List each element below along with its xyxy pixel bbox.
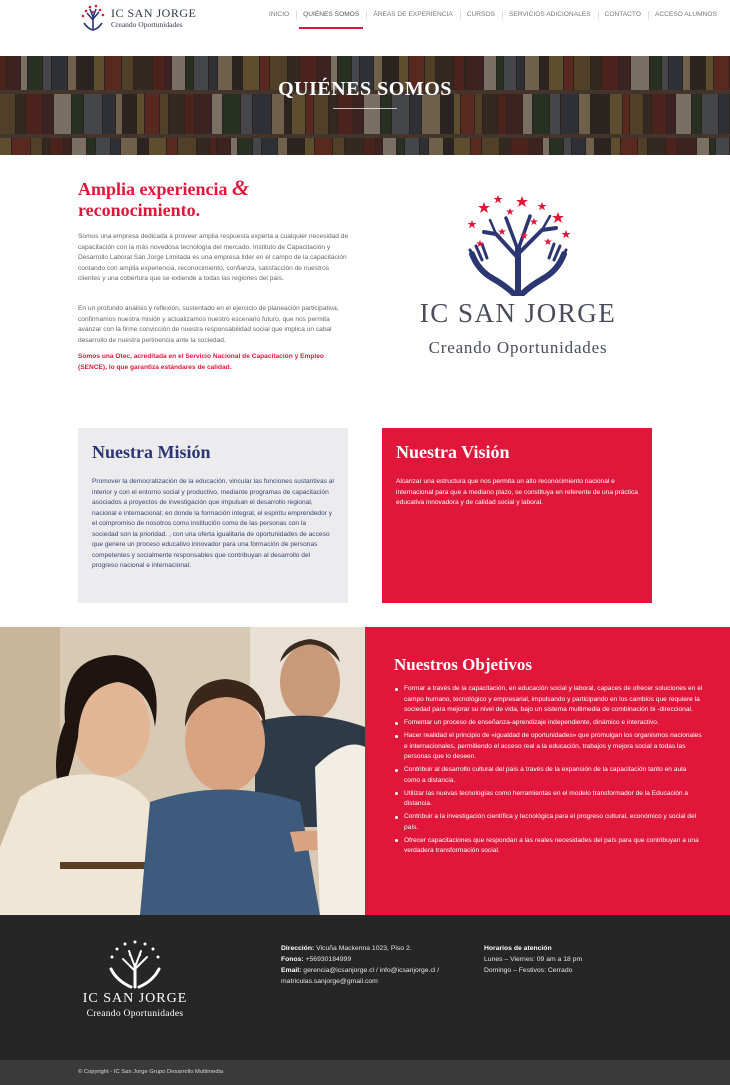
intro-heading-line1: Amplia experiencia [78,179,228,199]
list-item: Formar a través de la capacitación, en educación social y laboral, capaces de ofrecer soluciones en el campo humano, tecnológico y empresarial, impulsando y participando en los cambios que requiere la sociedad para mejorar su nivel de vida, bajo un sistema multimedia de combinación bi -direccional. [394,684,704,716]
footer-logo-title: IC SAN JORGE [82,991,188,1006]
site-header [0,0,730,56]
copyright-text: © Copyright - IC San Jorge Grupo Desarrollo Multimedia [78,1069,224,1075]
nav-cursos[interactable]: CURSOS [460,0,502,30]
objetivos-title: Nuestros Objetivos [394,655,533,674]
footer-email [281,965,461,987]
list-item: Fomentar un proceso de enseñanza-aprendizaje independiente, dinámico e interactivo. [394,718,704,729]
hours-weekend: Domingo – Festivos: Cerrado [484,967,573,974]
tree-hands-logo-icon [462,192,574,296]
objetivos-list [394,684,704,859]
tree-hands-logo-icon [78,3,108,31]
main-logo [398,192,638,367]
logo-title: IC SAN JORGE [111,6,197,20]
address-value: Vicuña Mackenna 1023, Piso 2. [316,945,412,952]
phones-label: Fonos: [281,956,304,963]
footer-phones [281,954,461,965]
main-logo-subtitle: Creando Oportunidades [428,338,608,357]
nav-servicios-adicionales[interactable]: SERVICIOS ADICIONALES [502,0,598,30]
site-logo[interactable] [78,3,197,31]
footer-contact [281,943,461,987]
page-title: QUIÉNES SOMOS [278,78,452,100]
list-item: Utilizar las nuevas tecnologías como herramientas en el modelo transformador de la Educación a distancia. [394,789,704,810]
intro-paragraph-1: Somos una empresa dedicada a proveer amplia respuesta experta a cualquier necesidad de capacitación con la más novedosa tecnología del mercado. Instituto de Capacitación y Desarrollo Laboral San Jorge Limitada es una empresa líder en el campo de la capacitación contando con amplia experiencia, reconocimiento, confianza, satisfacción de nuestros clientes y una cobertura que se extiende a todas las regiones del país. [78,233,349,282]
mision-box [78,428,348,603]
logo-subtitle: Creando Oportunidades [111,20,183,29]
hours-weekdays: Lunes – Viernes: 09 am a 18 pm [484,956,583,963]
intro-heading [78,177,328,221]
list-item: Hacer realidad el principio de «igualdad de oportunidades» que promulgan los organismos nacionales e internacionales, permitiendo el acceso real a la educación, trabajos y mejora social a todas las personas que lo deseen. [394,731,704,763]
list-item: Contribuir al desarrollo cultural del país a través de la expansión de la capacitación tanto en aula como a distancia. [394,765,704,786]
mision-text: Promover la democratización de la educación, vincular las funciones sustantivas al interior y con el entorno social y productivo, mediante programas de capacitación asociados a proyectos de investigación que impulsan el desarrollo regional, nacional e internacional; en donde la formación integral, el espíritu emprendedor y el compromiso de nosotros como institución como de las personas con la sociedad son la prioridad. , con una oferta igualitaria de oportunidades de acceso que genere un proceso educativo innovador para una formación de personas competentes y socialmente responsables que contribuyan al desarrollo del progreso nacional e internacional. [92,478,334,569]
title-underline [333,108,397,109]
nav-inicio[interactable]: INICIO [269,11,290,18]
address-label: Dirección: [281,945,315,952]
objetivos-section [365,627,730,915]
list-item: Contribuir a la investigación científica y tecnológica para el progreso cultural, económico y social del país. [394,812,704,833]
list-item: Ofrecer capacitaciones que respondan a las reales necesidades del país para que contribuyan a una verdadera transformación social. [394,836,704,857]
footer-address [281,943,461,954]
banner-overlay [0,56,730,155]
intro-heading-amp: & [231,175,250,200]
footer-hours [484,943,664,976]
students-photo [0,627,365,915]
intro-heading-line2: reconocimiento. [78,200,201,220]
students-illustration [0,627,365,915]
intro-paragraph-2: En un profundo análisis y reflexión, sustentado en el ejercicio de planeación participativa, confirmamos nuestra misión y actualizamos nuestro escenario futuro, que nos permita avanzar con la firme convicción de nuestra responsabilidad social que implica un cabal desarrollo de nuestra pertinencia ante la sociedad. [78,305,339,344]
mision-title: Nuestra Misión [92,442,211,462]
email-value[interactable]: gerencia@icsanjorge.cl / info@icsanjorge.cl / matriculas.sanjorge@gmail.com [281,967,440,985]
footer-logo-subtitle: Creando Oportunidades [86,1009,184,1019]
phones-value[interactable]: +56930184999 [305,956,352,963]
footer-logo[interactable] [76,939,194,1029]
star-cluster [468,195,571,247]
hours-title: Horarios de atención [484,945,552,952]
page-banner [0,56,730,155]
intro-paragraph-sence: Somos una Otec, acreditada en el Servicio Nacional de Capacitación y Empleo (SENCE), lo que garantiza estándares de calidad. [78,353,324,371]
nav-areas-de-experiencia[interactable]: ÁREAS DE EXPERIENCIA [366,0,460,30]
copyright-bar [0,1060,730,1085]
vision-text: Alcanzar una estructura que nos permita un alto reconocimiento nacional e internacional para que a mediano plazo, se constituya en referente de una práctica educativa innovadora y de calidad social y laboral. [396,478,638,506]
main-nav [262,0,724,30]
vision-box [382,428,652,603]
tree-hands-logo-icon [105,939,165,989]
vision-title: Nuestra Visión [396,442,510,462]
main-logo-title: IC SAN JORGE [419,298,617,328]
nav-contacto[interactable]: CONTACTO [598,0,648,30]
nav-quienes-somos[interactable]: QUIÉNES SOMOS [296,0,366,30]
email-label: Email: [281,967,302,974]
nav-acceso-alumnos[interactable]: ACCESO ALUMNOS [648,0,724,30]
site-footer [0,915,730,1060]
